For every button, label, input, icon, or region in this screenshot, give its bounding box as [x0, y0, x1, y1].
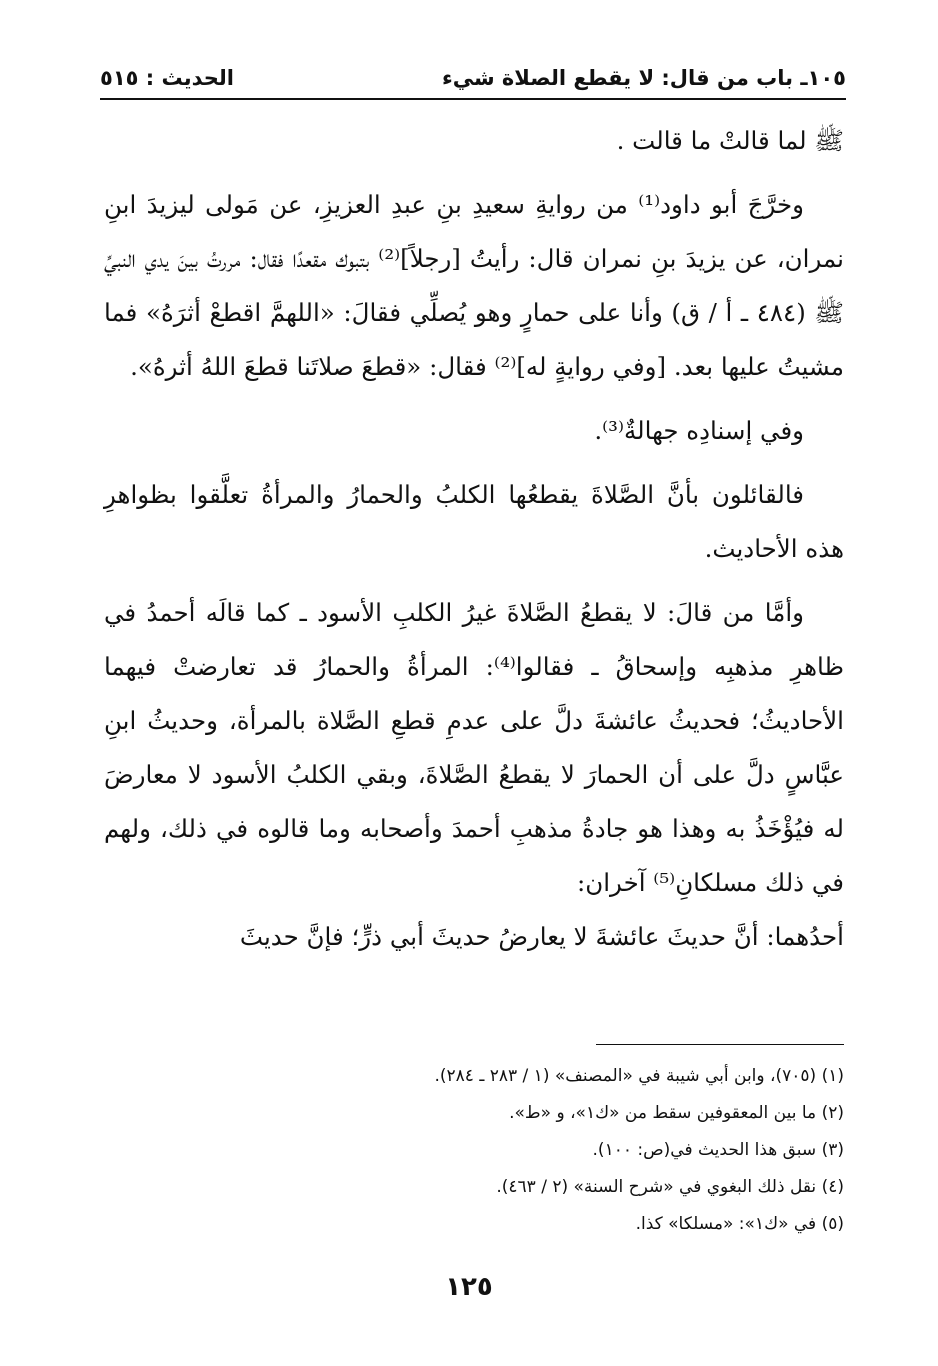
paragraph-first-approach: أحدُهما: أنَّ حديثَ عائشةَ لا يعارضُ حديثَ أبي ذرٍّ؛ فإنَّ حديثَ — [239, 922, 844, 951]
hadith-number: الحديث : ٥١٥ — [100, 66, 234, 90]
footnote-1: (١) (٧٠٥)، وابن أبي شيبة في «المصنف» (١ / ٢٨٣ ـ ٢٨٤). — [434, 1066, 844, 1086]
page-number: ١٢٥ — [445, 1272, 493, 1302]
footnote-4: (٤) نقل ذلك البغوي في «شرح السنة» (٢ / ٤٦٣). — [496, 1177, 844, 1197]
header-divider — [100, 98, 846, 100]
chapter-title: ١٠٥ـ باب من قال: لا يقطع الصلاة شيء — [441, 66, 846, 90]
footnotes — [104, 1058, 844, 1243]
footnote-2: (٢) ما بين المعقوفين سقط من «ك١»، و «ط». — [509, 1103, 844, 1123]
running-header — [100, 58, 846, 92]
footnote-3: (٣) سبق هذا الحديث في(ص: ١٠٠). — [592, 1140, 844, 1160]
paragraph-continuation: ﷺ لما قالتْ ما قالت . — [616, 126, 844, 155]
footnote-divider — [596, 1044, 844, 1045]
paragraph-isnad-note: وفي إسنادِه جهالةٌ⁽³⁾. — [594, 416, 804, 445]
paragraph-second-opinion: وأمَّا من قالَ: لا يقطعُ الصَّلاةَ غيرُ الكلبِ الأسود ـ كما قالَه أحمدُ في ظاهرِ مذهبِه وإسحاقُ ـ فقالوا⁽⁴⁾: المرأةُ والحمارُ قد تعارضتْ فيهما الأحاديثُ؛ فحديثُ عائشةَ دلَّ على عدمِ قطعِ الصَّلاة بالمرأة، وحديثُ ابنِ عبَّاسٍ دلَّ على أن الحمارَ لا يقطعُ الصَّلاةَ، وبقي الكلبُ الأسود لا معارضَ له فيُؤْخَذُ به وهذا هو جادةُ مذهبِ أحمدَ وأصحابه وما قالوه في ذلك، ولهم في ذلك مسلكانِ⁽⁵⁾ آخران: — [104, 598, 844, 897]
paragraph-abu-dawud-narration: وخرَّجَ أبو داود⁽¹⁾ من روايةِ سعيدِ بنِ عبدِ العزيزِ، عن مَولى ليزيدَ ابنِ نمران، عن يزيدَ بنِ نمران قال: رأيتُ [رجلاً]⁽²⁾ بتبوك مقعدًا فقال: مررتُ بينَ يدي النبيِّ ﷺ (٤٨٤ ـ أ / ق) وأنا على حمارٍ وهو يُصلِّي فقالَ: «اللهمَّ اقطعْ أثرَهُ» فما مشيتُ عليها بعد. [وفي روايةٍ له]⁽²⁾ فقال: «قطعَ صلاتَنا قطعَ اللهُ أثرهُ». — [104, 190, 844, 381]
paragraph-first-opinion: فالقائلون بأنَّ الصَّلاةَ يقطعُها الكلبُ والحمارُ والمرأةُ تعلَّقوا بظواهرِ هذه الأحاديث. — [104, 480, 844, 563]
footnote-5: (٥) في «ك١»: «مسلكا» كذا. — [635, 1214, 844, 1234]
main-text — [104, 114, 844, 964]
